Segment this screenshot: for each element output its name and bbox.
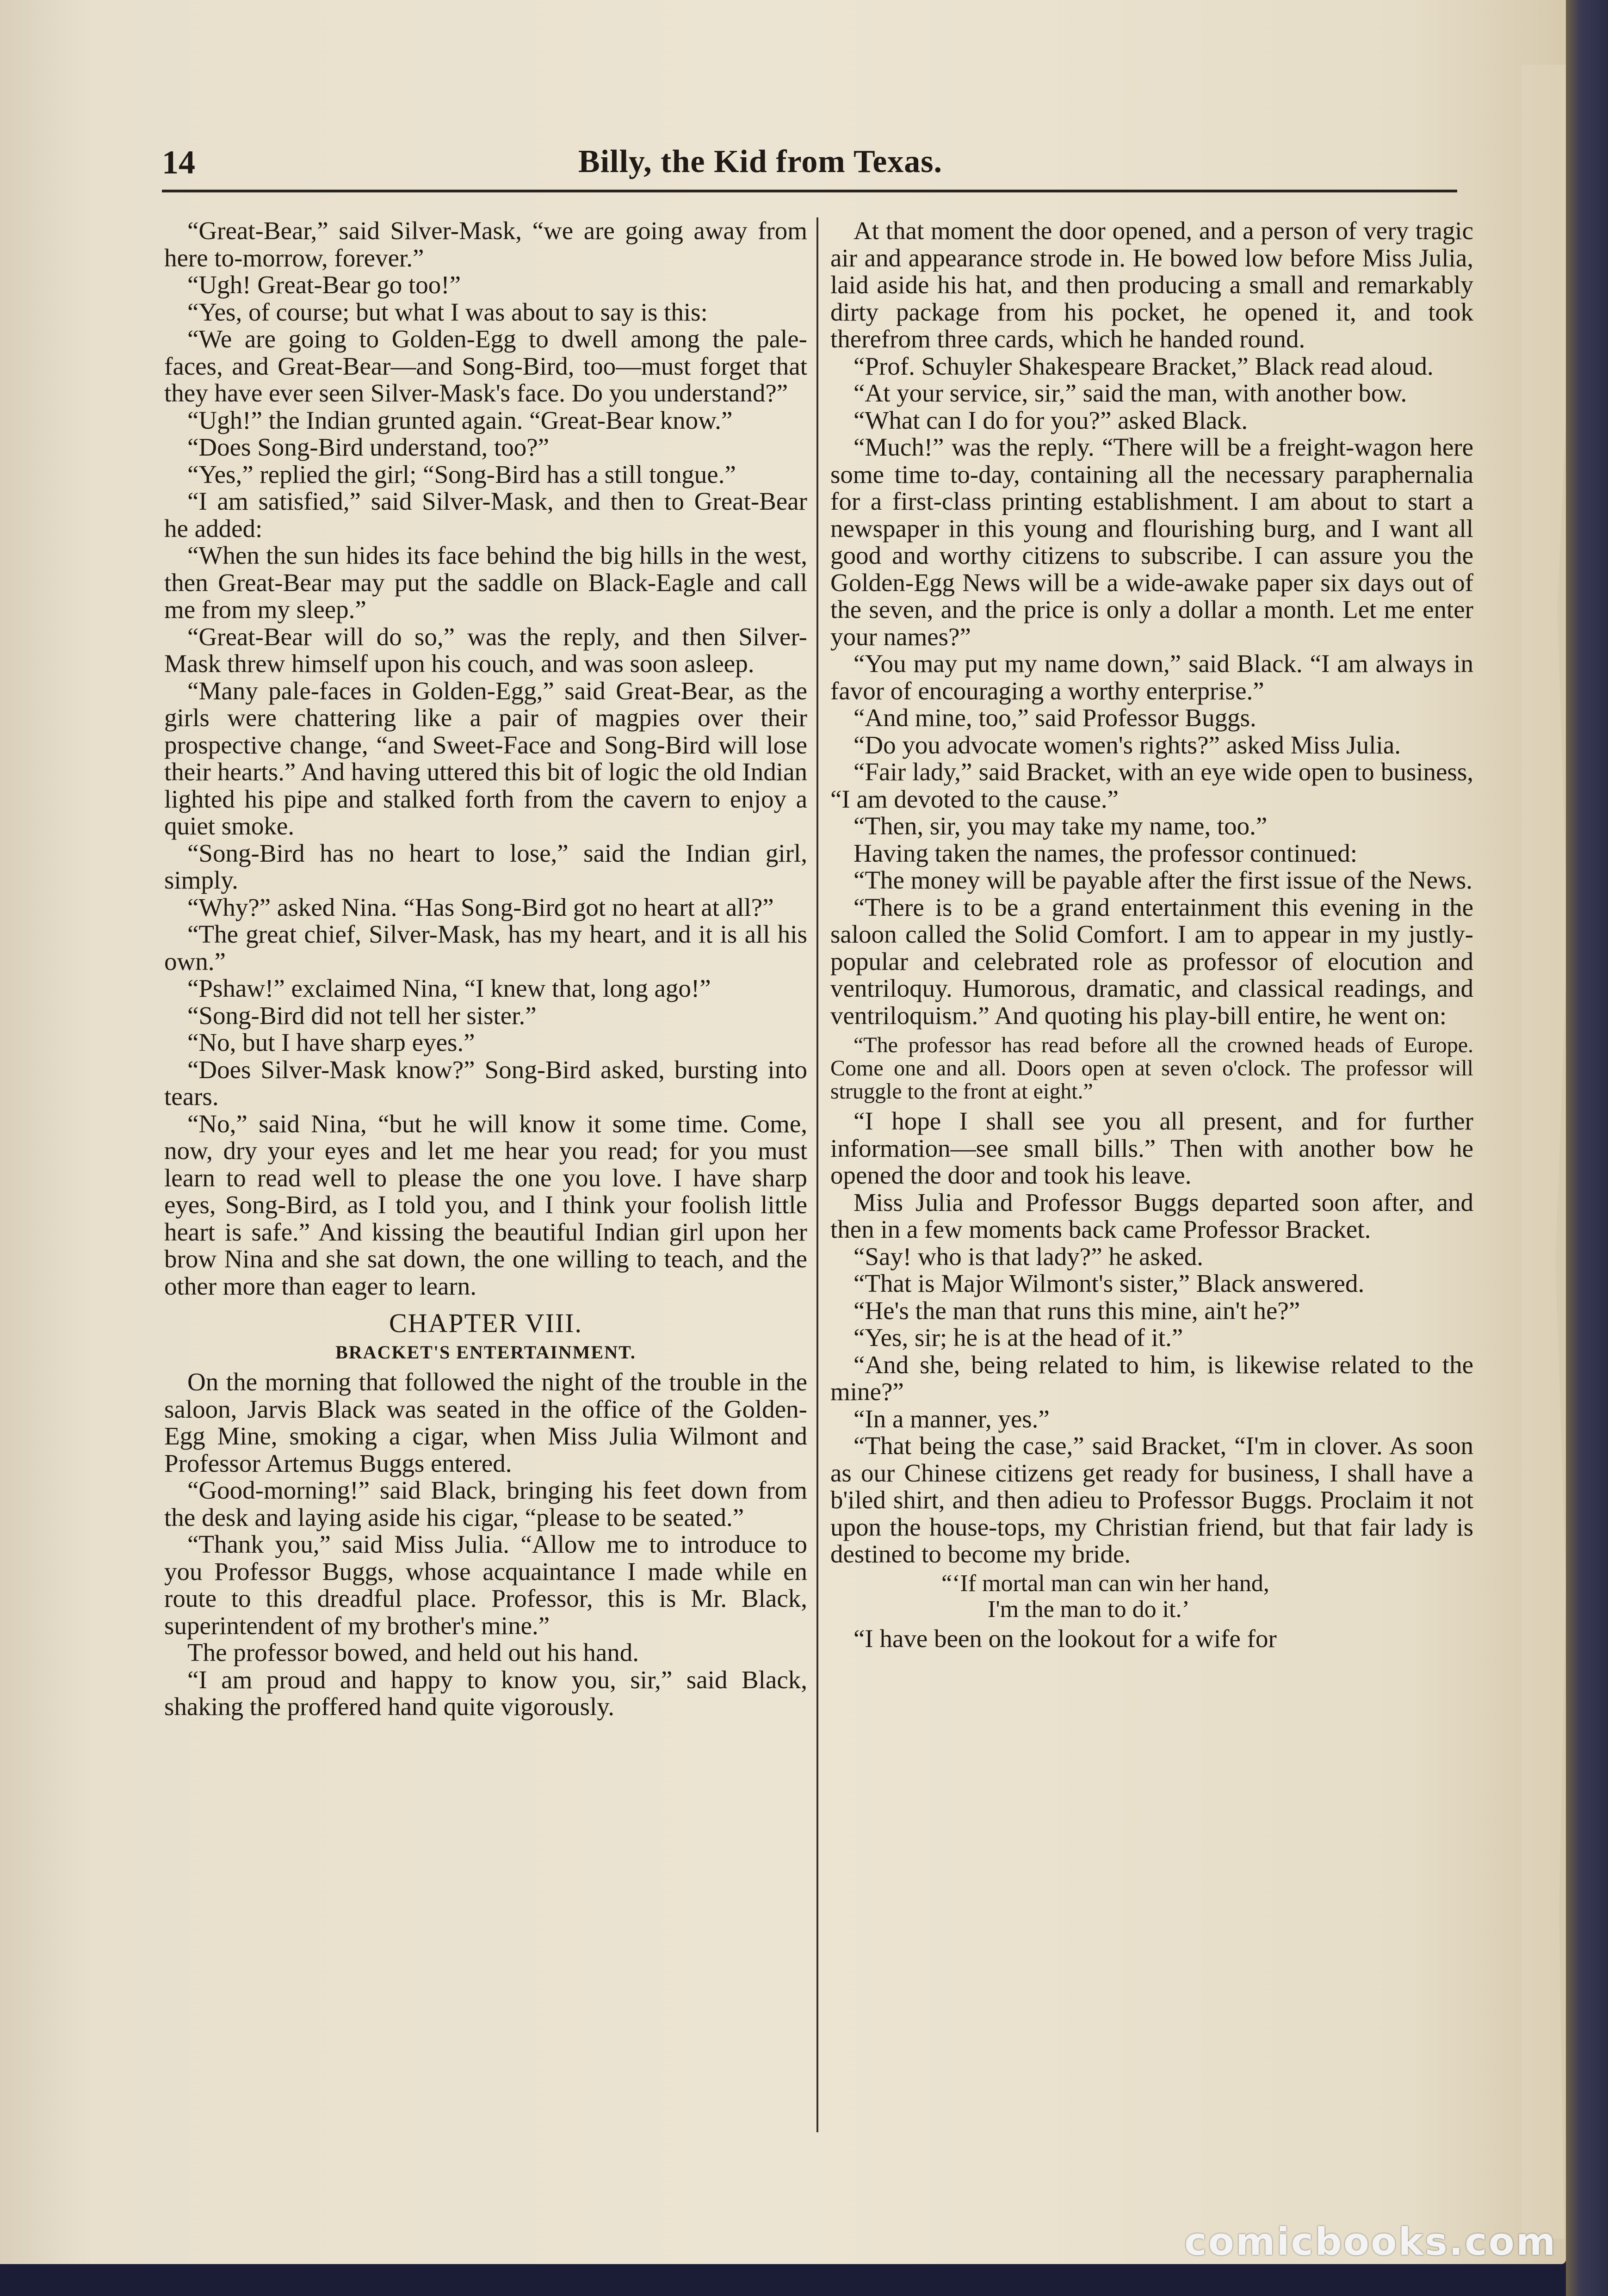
paragraph: “That is Major Wilmont's sister,” Black answered. xyxy=(853,1269,1365,1297)
verse-line: “‘If mortal man can win her hand, xyxy=(941,1570,1269,1597)
verse xyxy=(830,1571,1473,1623)
running-title: Billy, the Kid from Texas. xyxy=(578,144,943,179)
right-column xyxy=(830,217,1473,1652)
header-rule xyxy=(162,190,1457,192)
paragraph: “Why?” asked Nina. “Has Song-Bird got no heart at all?” xyxy=(187,893,774,921)
paragraph: “Yes, sir; he is at the head of it.” xyxy=(853,1323,1183,1352)
paragraph: “The money will be payable after the first issue of the News. xyxy=(853,866,1472,894)
paragraph: “I am proud and happy to know you, sir,” said Black, shaking the proffered hand quite vigorously. xyxy=(164,1665,807,1721)
paragraph: “What can I do for you?” asked Black. xyxy=(853,406,1248,434)
paragraph: Miss Julia and Professor Buggs departed soon after, and then in a few moments back came Professor Bracket. xyxy=(830,1188,1473,1243)
chapter-title: CHAPTER VIII. xyxy=(389,1308,583,1338)
paragraph: “The great chief, Silver-Mask, has my heart, and it is all his own.” xyxy=(164,920,807,975)
paragraph: “I have been on the lookout for a wife for xyxy=(853,1624,1277,1653)
paragraph: On the morning that followed the night of the trouble in the saloon, Jarvis Black was seated in the office of the Golden-Egg Mine, smoking a cigar, when Miss Julia Wilmont and Professor Artemus Buggs entered. xyxy=(164,1368,807,1477)
paragraph: “Much!” was the reply. “There will be a freight-wagon here some time to-day, containing all the necessary paraphernalia for a first-class printing establishment. I am about to start a newspaper in this young and flourishing burg, and I want all good and worthy citizens to subscribe. I can assure you the Golden-Egg News will be a wide-awake paper six days out of the seven, and the price is only a dollar a month. Let me enter your names?” xyxy=(830,433,1473,651)
paragraph: “Fair lady,” said Bracket, with an eye wide open to business, “I am devoted to the cause.” xyxy=(830,758,1473,813)
paragraph: “Great-Bear,” said Silver-Mask, “we are going away from here to-morrow, forever.” xyxy=(164,216,807,272)
page-spine xyxy=(1566,0,1608,2296)
paragraph: “Yes, of course; but what I was about to say is this: xyxy=(187,297,708,326)
paragraph: “Many pale-faces in Golden-Egg,” said Great-Bear, as the girls were chattering like a pair of magpies over their prospective change, “and Sweet-Face and Song-Bird will lose their hearts.” And having uttered this bit of logic the old Indian lighted his pipe and stalked forth from the cavern to enjoy a quiet smoke. xyxy=(164,676,807,840)
paragraph: At that moment the door opened, and a person of very tragic air and appearance strode in. He bowed low before Miss Julia, laid aside his hat, and then producing a small and remarkably dirty package from his pocket, he opened it, and took therefrom three cards, which he handed round. xyxy=(830,216,1473,353)
paragraph: “At your service, sir,” said the man, with another bow. xyxy=(853,379,1407,407)
right-paragraphs-after xyxy=(830,1108,1473,1568)
paragraph: “Song-Bird has no heart to lose,” said the Indian girl, simply. xyxy=(164,839,807,894)
paragraph: “That being the case,” said Bracket, “I'm in clover. As soon as our Chinese citizens get ready for business, I shall have a b'iled shirt, and then adieu to Professor Buggs. Proclaim it not upon the house-tops, my Christian friend, but that fair lady is destined to become my bride. xyxy=(830,1432,1473,1568)
paragraph: “Say! who is that lady?” he asked. xyxy=(853,1242,1204,1271)
paragraph: “Ugh! Great-Bear go too!” xyxy=(187,271,461,299)
paragraph: Having taken the names, the professor continued: xyxy=(853,839,1357,867)
paragraph: “Pshaw!” exclaimed Nina, “I knew that, long ago!” xyxy=(187,974,711,1002)
paragraph: “He's the man that runs this mine, ain't he?” xyxy=(853,1296,1300,1325)
column-divider xyxy=(816,217,818,2132)
paragraph: “No, but I have sharp eyes.” xyxy=(187,1028,475,1056)
paragraph: “Do you advocate women's rights?” asked Miss Julia. xyxy=(853,730,1401,759)
paragraph: “Song-Bird did not tell her sister.” xyxy=(187,1001,537,1030)
paragraph: “Then, sir, you may take my name, too.” xyxy=(853,812,1268,840)
paragraph: The professor bowed, and held out his hand. xyxy=(187,1638,639,1666)
paragraph: “In a manner, yes.” xyxy=(853,1404,1050,1433)
paragraph: “I hope I shall see you all present, and for further information—see small bills.” Then with another bow he opened the door and took his leave. xyxy=(830,1107,1473,1189)
paragraph: “There is to be a grand entertainment this evening in the saloon called the Solid Comfort. I am to appear in my justly-popular and celebrated role as professor of elocution and ventriloquy. Humorous, dramatic, and classical readings, and ventriloquism.” And quoting his play-bill entire, he went on: xyxy=(830,893,1473,1030)
watermark: comicbooks.com xyxy=(1184,2220,1557,2264)
paragraph: “Prof. Schuyler Shakespeare Bracket,” Black read aloud. xyxy=(853,352,1434,380)
paragraph: “Does Silver-Mask know?” Song-Bird asked, bursting into tears. xyxy=(164,1055,807,1111)
paragraph: “No,” said Nina, “but he will know it some time. Come, now, dry your eyes and let me hear you read; for you must learn to read well to please the one you love. I have sharp eyes, Song-Bird, as I told you, and I think your foolish little heart is safe.” And kissing the beautiful Indian girl upon her brow Nina and she sat down, the one willing to teach, and the other more than eager to learn. xyxy=(164,1109,807,1300)
paragraph: “Yes,” replied the girl; “Song-Bird has a still tongue.” xyxy=(187,460,736,488)
paragraph: “Good-morning!” said Black, bringing his feet down from the desk and laying aside his cigar, “please to be seated.” xyxy=(164,1476,807,1531)
left-paragraphs xyxy=(164,217,807,1300)
paragraph: “I am satisfied,” said Silver-Mask, and then to Great-Bear he added: xyxy=(164,487,807,543)
play-bill-notice: “The professor has read before all the crowned heads of Europe. Come one and all. Doors open at seven o'clock. The professor will struggle to the front at eight.” xyxy=(830,1033,1473,1104)
left-paragraphs-after xyxy=(164,1369,807,1721)
paragraph: “Thank you,” said Miss Julia. “Allow me to introduce to you Professor Buggs, whose acquaintance I made while en route to this dreadful place. Professor, this is Mr. Black, superintendent of my brother's mine.” xyxy=(164,1530,807,1640)
verse-line: I'm the man to do it.’ xyxy=(988,1596,1190,1623)
paragraph: “Does Song-Bird understand, too?” xyxy=(187,433,550,461)
paragraph: “When the sun hides its face behind the big hills in the west, then Great-Bear may put the saddle on Black-Eagle and call me from my sleep.” xyxy=(164,541,807,623)
paragraph: “Ugh!” the Indian grunted again. “Great-Bear know.” xyxy=(187,406,733,434)
page-number: 14 xyxy=(162,144,195,181)
right-paragraphs-end xyxy=(830,1625,1473,1653)
paragraph: “And mine, too,” said Professor Buggs. xyxy=(853,704,1256,732)
paragraph: “Great-Bear will do so,” was the reply, and then Silver-Mask threw himself upon his couch, and was soon asleep. xyxy=(164,622,807,678)
paragraph: “We are going to Golden-Egg to dwell among the pale-faces, and Great-Bear—and Song-Bird, too—must forget that they have ever seen Silver-Mask's face. Do you understand?” xyxy=(164,325,807,407)
chapter-subtitle: BRACKET'S ENTERTAINMENT. xyxy=(335,1341,636,1363)
paragraph: “And she, being related to him, is likewise related to the mine?” xyxy=(830,1350,1473,1406)
paragraph: “You may put my name down,” said Black. “I am always in favor of encouraging a worthy enterprise.” xyxy=(830,649,1473,705)
left-column xyxy=(164,217,807,1721)
page-header xyxy=(162,139,1457,194)
right-paragraphs xyxy=(830,217,1473,1029)
